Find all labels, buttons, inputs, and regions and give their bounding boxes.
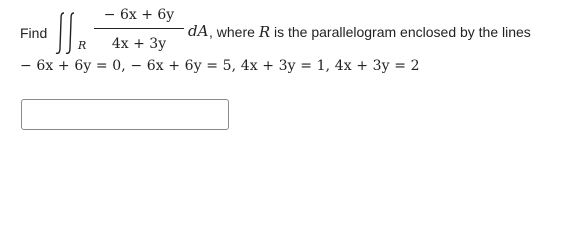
double-integral-icon (54, 10, 80, 56)
differential-da: dA (188, 22, 209, 40)
region-text-before: , where (209, 24, 259, 40)
fraction-bar (94, 28, 184, 29)
integrand-denominator: 4x + 3y (111, 36, 167, 52)
line-equations: − 6x + 6y = 0, − 6x + 6y = 5, 4x + 3y = 1, 4x + 3y = 2 (20, 58, 420, 74)
prompt-find-label: Find (20, 25, 48, 41)
integral-region-subscript: R (78, 39, 87, 52)
region-description (209, 24, 531, 40)
integrand-fraction (92, 5, 186, 55)
region-variable: R (258, 23, 271, 41)
region-text-after: is the parallelogram enclosed by the lines (270, 24, 531, 40)
answer-input[interactable] (21, 99, 229, 130)
integrand-numerator: − 6x + 6y (103, 7, 175, 23)
